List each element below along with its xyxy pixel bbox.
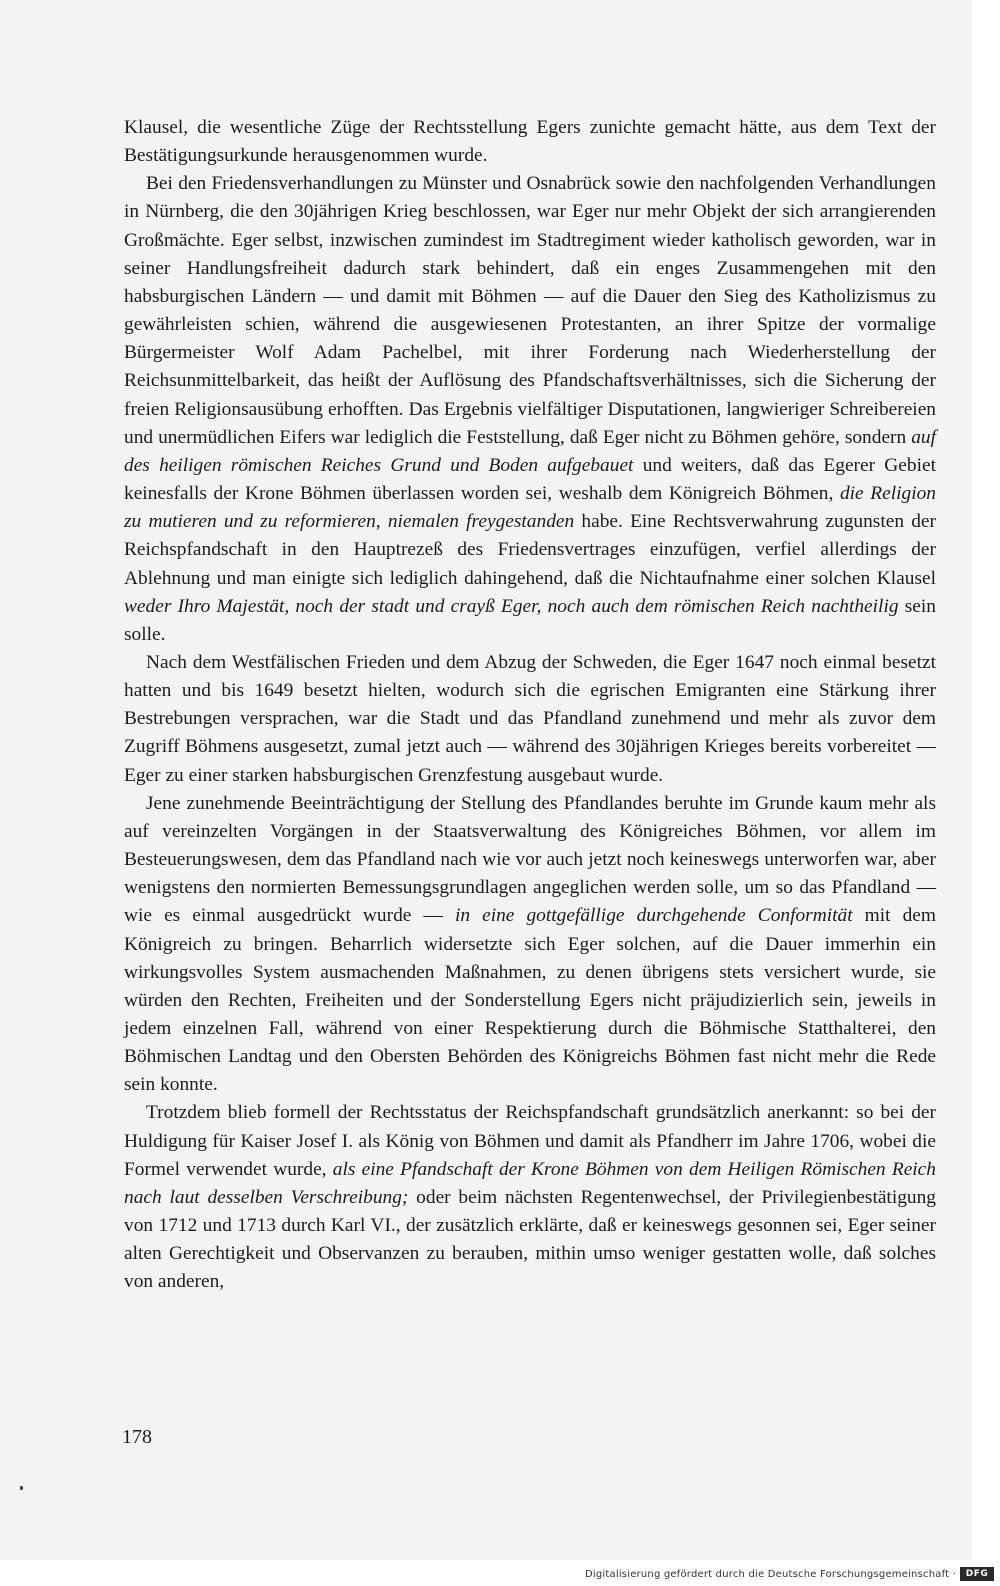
text-run: Bei den Friedensverhandlungen zu Münster und Osnabrück sowie den nachfolgenden Verhandlungen in Nürnberg, die den 30jährigen Krieg beschlossen, war Eger nur mehr Objekt der sich arrangierenden Großmächte. Eger selbst, inzwischen zumindest im Stadtregiment wieder katholisch geworden, war in seiner Handlungsfreiheit dadurch stark behindert, daß ein enges Zusammengehen mit den habsburgischen Ländern — und damit mit Böhmen — auf die Dauer den Sieg des Katholizismus zu gewährleisten schien, während die ausgewiesenen Protestanten, an ihrer Spitze der vormalige Bürgermeister Wolf Adam Pachelbel, mit ihrer Forderung nach Wiederherstellung der Reichsunmittelbarkeit, das heißt der Auflösung des Pfandschaftsverhältnisses, sich die Sicherung der freien Religionsausübung erhofften. Das Ergebnis vielfältiger Disputationen, langwieriger Schreibereien und unermüdlichen Eifers war lediglich die Feststellung, daß Eger nicht zu Böhmen gehöre, sondern	[124, 173, 936, 448]
paragraph	[124, 649, 936, 790]
text-run: oder beim nächsten Regentenwechsel, der Privilegienbestätigung von 1712 und 1713 durch Karl VI., der zusätzlich erklärte, daß er keineswegs gesonnen sei, Eger seiner alten Gerechtigkeit und Observanzen zu berauben, mithin umso weniger gestatten wolle, daß solches von anderen,	[124, 1186, 936, 1293]
text-run: sein solle.	[124, 595, 936, 645]
italic-quote: in eine gottgefällige durchgehende Conformität	[454, 905, 853, 927]
text-run: Jene zunehmende Beeinträchtigung der Stellung des Pfandlandes beruhte im Grunde kaum mehr als auf vereinzelten Vorgängen in der Staatsverwaltung des Königreiches Böhmen, vor allem im Besteuerungswesen, dem das Pfandland nach wie vor auch jetzt noch keineswegs unterworfen war, aber wenigstens den normierten Bemessungsgrundlagen angeglichen werden solle, um so das Pfandland — wie es einmal ausgedrückt wurde —	[124, 792, 936, 927]
footer-bar	[0, 1560, 1000, 1586]
body-text	[124, 114, 936, 1297]
paragraph	[124, 114, 936, 170]
italic-quote: weder Ihro Majestät, noch der stadt und crayß Eger, noch auch dem römischen Reich nachtheilig	[124, 595, 899, 617]
text-run: Nach dem Westfälischen Frieden und dem Abzug der Schweden, die Eger 1647 noch einmal besetzt hatten und bis 1649 besetzt hielten, wodurch sich die egrischen Emigranten eine Stärkung ihrer Bestrebungen versprachen, war die Stadt und das Pfandland zunehmend und mehr als zuvor dem Zugriff Böhmens ausgesetzt, zumal jetzt auch — während des 30jährigen Krieges bereits vorbereitet — Eger zu einer starken habsburgischen Grenzfestung ausgebaut wurde.	[124, 651, 936, 786]
text-run: mit dem Königreich zu bringen. Beharrlich widersetzte sich Eger solchen, auf die Dauer immerhin ein wirkungsvolles System ausmachenden Maßnahmen, zu denen übrigens stets versichert wurde, sie würden den Rechten, Freiheiten und der Sonderstellung Egers nicht präjudizierlich sein, jeweils in jedem einzelnen Fall, während von einer Respektierung durch die Böhmische Statthalterei, den Böhmischen Landtag und den Obersten Behörden des Königreichs Böhmen fast nicht mehr die Rede sein konnte.	[124, 905, 936, 1096]
text-run: und weiters, daß das Egerer Gebiet keinesfalls der Krone Böhmen überlassen worden sei, weshalb dem Königreich Böhmen,	[124, 454, 936, 505]
dfg-logo-icon: DFG	[960, 1567, 994, 1581]
paragraph	[124, 170, 936, 649]
page-number: 178	[122, 1426, 152, 1448]
text-run: Klausel, die wesentliche Züge der Rechtsstellung Egers zunichte gemacht hätte, aus dem Text der Bestätigungsurkunde herausgenommen wurde.	[124, 117, 936, 167]
italic-quote: als eine Pfandschaft der Krone Böhmen von dem Heiligen Römischen Reich nach laut desselben Verschreibung;	[124, 1158, 936, 1208]
paragraph	[124, 1099, 936, 1296]
paragraph	[124, 790, 936, 1100]
scan-speck	[20, 1486, 23, 1490]
digitization-credit: Digitalisierung gefördert durch die Deutsche Forschungsgemeinschaft ·	[585, 1569, 956, 1580]
italic-quote: die Religion zu mutieren und zu reformieren, niemalen freygestanden	[124, 483, 936, 533]
text-run: Trotzdem blieb formell der Rechtsstatus der Reichspfandschaft grundsätzlich anerkannt: so bei der Huldigung für Kaiser Josef I. als König von Böhmen und damit als Pfandherr im Jahre 1706, wobei die Formel verwendet wurde,	[124, 1102, 936, 1180]
italic-quote: auf des heiligen römischen Reiches Grund und Boden aufgebauet	[124, 426, 936, 476]
scan-margin	[972, 0, 1000, 1560]
text-run: habe. Eine Rechtsverwahrung zugunsten der Reichspfandschaft in den Hauptrezeß des Friedensvertrages einzufügen, verfiel allerdings der Ablehnung und man einigte sich lediglich dahingehend, daß die Nichtaufnahme einer solchen Klausel	[124, 511, 936, 589]
